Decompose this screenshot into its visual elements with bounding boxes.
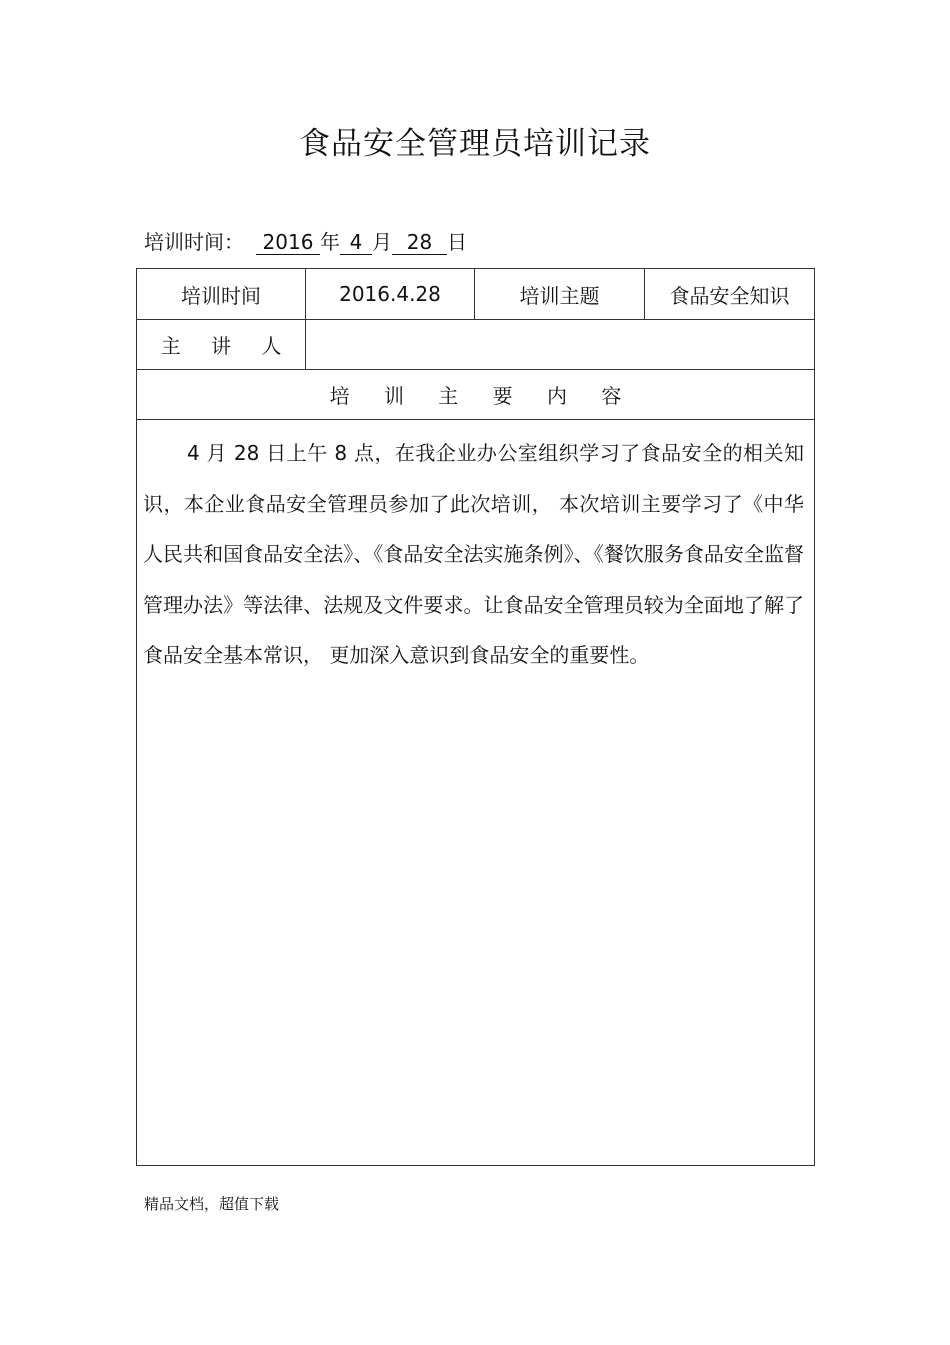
content-header: 培 训 主 要 内 容: [137, 370, 815, 420]
day-unit: 日: [447, 230, 467, 254]
training-time-value: 2016.4.28: [306, 269, 475, 320]
table-row-speaker: [137, 320, 815, 370]
training-date-label: 培训时间：: [144, 230, 244, 254]
training-time-label: 培训时间: [137, 269, 306, 320]
training-topic-value: 食品安全知识: [645, 269, 815, 320]
training-month: 4: [340, 230, 372, 255]
content-body: 4 月 28 日上午 8 点，在我企业办公室组织学习了食品安全的相关知识，本企业食品安全管理员参加了此次培训， 本次培训主要学习了《中华人民共和国食品安全法》、《食品安全法实施条例》、《餐饮服务食品安全监督管理办法》等法律、法规及文件要求。让食品安全管理员较为全面地了解了食品安全基本常识， 更加深入意识到食品安全的重要性。: [143, 441, 804, 667]
table-row-content: [137, 420, 815, 1166]
speaker-label: 主 讲 人: [137, 320, 306, 370]
training-year: 2016: [256, 230, 320, 255]
month-unit: 月: [372, 230, 392, 254]
training-day: 28: [392, 230, 447, 255]
speaker-value: [306, 320, 815, 370]
year-unit: 年: [320, 230, 340, 254]
training-date-line: [144, 228, 467, 256]
content-cell: [137, 420, 815, 1166]
training-topic-label: 培训主题: [475, 269, 645, 320]
training-record-table: [136, 268, 815, 1166]
footer-note: 精品文档，超值下载: [144, 1195, 280, 1213]
table-row-time-topic: [137, 269, 815, 320]
table-row-content-header: [137, 370, 815, 420]
document-title: 食品安全管理员培训记录: [299, 126, 651, 162]
